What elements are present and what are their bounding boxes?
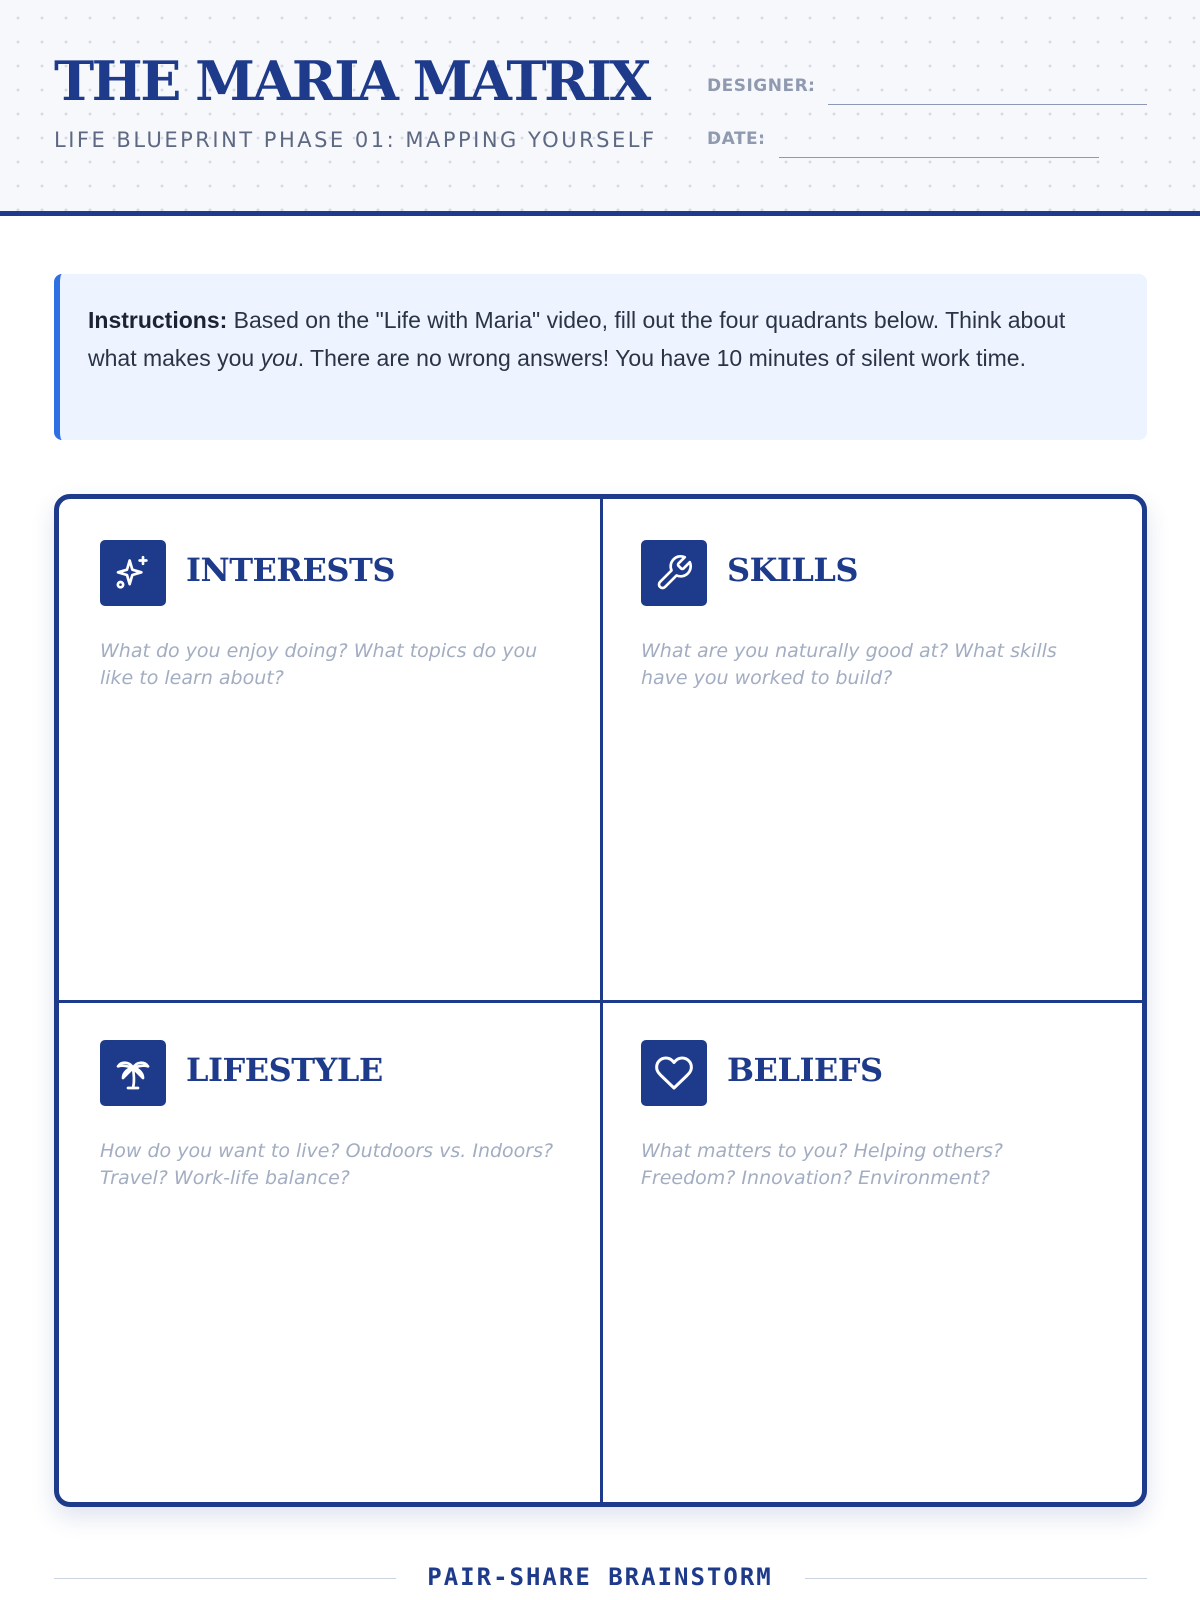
quadrant-prompt: What do you enjoy doing? What topics do you like to learn about? bbox=[100, 640, 538, 689]
maria-matrix-grid bbox=[54, 494, 1147, 1507]
quadrant-title: INTERESTS bbox=[186, 551, 395, 589]
instructions-lead: Instructions: bbox=[88, 307, 228, 333]
palm-tree-icon bbox=[100, 1040, 166, 1106]
sparkles-icon bbox=[100, 540, 166, 606]
quadrant-prompt: What are you naturally good at? What skills have you worked to build? bbox=[641, 640, 1057, 689]
worksheet-header bbox=[0, 0, 1200, 216]
instructions-text-before: Based on the "Life with Maria" video, fill out the four quadrants below. Think about what makes you bbox=[88, 307, 1066, 371]
heart-icon bbox=[641, 1040, 707, 1106]
quadrant-title: SKILLS bbox=[727, 551, 858, 589]
date-field[interactable] bbox=[779, 157, 1099, 158]
quadrant-title: BELIEFS bbox=[727, 1051, 883, 1089]
page-title: THE MARIA MATRIX bbox=[54, 49, 649, 113]
instructions-emphasis: you bbox=[260, 345, 298, 371]
date-label: DATE: bbox=[707, 129, 766, 149]
instructions-text-after: . There are no wrong answers! You have 10 minutes of silent work time. bbox=[297, 345, 1026, 371]
designer-label: DESIGNER: bbox=[707, 76, 816, 96]
pair-share-heading: PAIR-SHARE BRAINSTORM bbox=[427, 1563, 773, 1591]
quadrant-prompt: How do you want to live? Outdoors vs. Indoors? Travel? Work-life balance? bbox=[100, 1140, 554, 1189]
designer-field[interactable] bbox=[828, 104, 1147, 105]
instructions-box bbox=[54, 274, 1147, 440]
quadrant-prompt: What matters to you? Helping others? Freedom? Innovation? Environment? bbox=[641, 1140, 1003, 1189]
quadrant-title: LIFESTYLE bbox=[186, 1051, 383, 1089]
wrench-icon bbox=[641, 540, 707, 606]
page-subtitle: LIFE BLUEPRINT PHASE 01: MAPPING YOURSELF bbox=[54, 128, 657, 152]
matrix-divider-horizontal bbox=[59, 1000, 1142, 1003]
